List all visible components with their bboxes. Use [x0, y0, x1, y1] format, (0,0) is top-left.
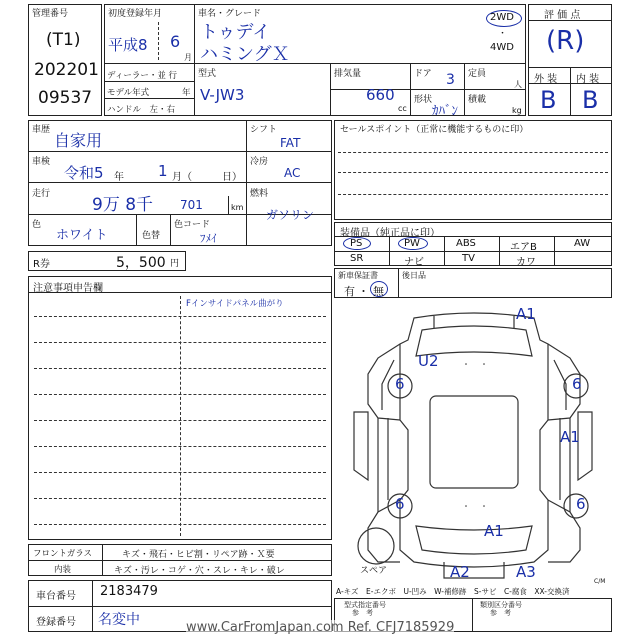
drive-2wd: 2WD [490, 12, 514, 23]
capacity-label: 定員 [468, 69, 487, 79]
warranty-sep: ・ [358, 285, 369, 298]
mileage-small: 701 [180, 198, 203, 212]
damage-mark-hood: A1 [516, 305, 536, 323]
damage-mark-left-front: U2 [418, 352, 439, 370]
reg-label: 登録番号 [36, 617, 76, 628]
drive-4wd: 4WD [490, 42, 514, 53]
damage-mark-right-side: A1 [560, 428, 580, 446]
handle-label: ハンドル 左・右 [107, 105, 176, 115]
shape-label: 形状 [414, 95, 433, 105]
legend-unit: C/M [594, 578, 606, 585]
mileage-value: 9万 8千 [92, 195, 154, 215]
history-label: 車歴 [32, 125, 51, 135]
interior-value: キズ・汚レ・コゲ・穴・スレ・キレ・破レ [114, 566, 285, 576]
repaint-label: 色替 [142, 231, 161, 241]
color-code-label: 色コード [174, 220, 211, 230]
inspection-month: 1 [158, 162, 168, 180]
drive-dot: ・ [498, 29, 508, 39]
int-value: B [582, 86, 599, 114]
damage-mark-rear-left: A2 [450, 563, 470, 581]
aircon-label: 冷房 [250, 157, 269, 167]
reg-value: 名変中 [98, 612, 140, 628]
inspection-era: 令和5 [64, 164, 104, 182]
reg-name-box [104, 4, 526, 116]
damage-mark-rear-right: A3 [516, 563, 536, 581]
model-year-label: モデル年式 [107, 88, 150, 98]
load-label: 積載 [468, 95, 487, 105]
history-value: 自家用 [54, 131, 103, 150]
type-label: 型式 [198, 69, 217, 79]
shift-label: シフト [250, 125, 278, 135]
damage-legend: A-キズ E-エクボ U-凹み W-補修跡 S-サビ C-腐食 XX-交換済 [336, 587, 570, 596]
recycle-label: R券 [33, 259, 50, 270]
color-value: ホワイト [56, 228, 108, 243]
interior-label: 内装 [54, 565, 72, 575]
mgmt-line2: 202201 [34, 60, 99, 80]
model-spec-ref: 参 考 [352, 609, 373, 617]
month-unit: 月 [184, 53, 192, 62]
equip-pw: PW [404, 238, 420, 249]
name-grade-label: 車名・グレード [198, 9, 262, 19]
cc-label: 排気量 [334, 69, 362, 79]
inspection-day-unit: 日） [222, 172, 242, 183]
mgmt-label: 管理番号 [32, 9, 69, 19]
model-spec-label: 型式指定番号 [344, 601, 386, 609]
mileage-unit: km [231, 203, 244, 212]
damage-mark-roof-rear: A1 [484, 522, 504, 540]
damage-mark-tyre-fl: 6 [395, 375, 405, 393]
score-label: 評 価 点 [544, 10, 581, 21]
score-value: (R) [546, 26, 585, 56]
fuel-label: 燃料 [250, 189, 269, 199]
equip-ps: PS [350, 238, 363, 249]
mileage-label: 走行 [32, 189, 51, 199]
front-glass-value: キズ・飛石・ヒビ割・リペア跡・Ｘ要 [122, 550, 275, 560]
chassis-value: 2183479 [100, 584, 158, 599]
chassis-label: 車台番号 [36, 591, 76, 602]
equip-tv: TV [462, 253, 475, 264]
damage-mark-tyre-fr: 6 [572, 375, 582, 393]
warranty-yes: 有 [344, 285, 355, 298]
color-label: 色 [32, 220, 42, 230]
notes-note: Fインサイドパネル曲がり [186, 299, 284, 309]
car-grade: ハミングＸ [200, 44, 290, 65]
shape-value: ｶﾊﾞﾝ [432, 104, 458, 119]
load-unit: kg [512, 106, 522, 115]
cc-value: 660 [366, 86, 395, 104]
sales-point-title: セールスポイント（正常に機能するものに印） [340, 125, 529, 135]
ext-label: 外 装 [534, 74, 558, 85]
int-label: 内 装 [576, 74, 600, 85]
aircon-value: AC [284, 166, 301, 180]
notes-title: 注意事項申告欄 [33, 283, 103, 294]
front-glass-label: フロントガラス [33, 549, 92, 559]
sales-point-box [334, 120, 612, 220]
damage-mark-tyre-rr: 6 [576, 495, 586, 513]
warranty-no: 無 [373, 285, 384, 298]
year-unit: 年 [182, 88, 191, 98]
type-value: V-JW3 [200, 86, 245, 104]
watermark: www.CarFromJapan.com Ref. CFJ7185929 [186, 620, 455, 635]
first-reg-era: 平成8 [108, 36, 148, 54]
equip-leather: カワ [516, 257, 536, 268]
inspection-month-unit: 月（ [172, 172, 192, 183]
first-reg-month: 6 [170, 32, 181, 51]
extra-label: 後日品 [402, 271, 426, 280]
warranty-label: 新車保証書 [338, 271, 378, 280]
capacity-unit: 人 [514, 80, 522, 89]
car-name: トゥデイ [200, 22, 271, 43]
dealer-label: ディーラー・並 行 [107, 71, 178, 81]
equip-sr: SR [350, 253, 364, 264]
equip-aw: AW [574, 238, 591, 249]
shift-value: FAT [280, 136, 301, 150]
fuel-value: ガソリン [266, 208, 315, 222]
recycle-unit: 円 [170, 259, 180, 269]
mgmt-line3: 09537 [38, 88, 93, 108]
equip-navi: ナビ [404, 257, 424, 268]
inspection-year-unit: 年 [114, 172, 124, 183]
equip-airbag: エアB [510, 242, 537, 253]
door-label: ドア [414, 69, 432, 79]
inspection-label: 車検 [32, 157, 51, 167]
first-reg-label: 初度登録年月 [108, 9, 163, 19]
color-code-value: ﾌﾒｲ [200, 232, 217, 245]
ext-value: B [540, 86, 557, 114]
class-label: 類別区分番号 [480, 601, 522, 609]
equipment-title: 装備品（純正品に印） [340, 228, 440, 239]
recycle-value: 5，500 [116, 255, 166, 271]
mgmt-line1: (T1) [46, 30, 81, 50]
equip-abs: ABS [456, 238, 476, 249]
door-value: 3 [446, 72, 455, 88]
class-ref: 参 考 [490, 609, 511, 617]
cc-unit: cc [398, 104, 407, 113]
spare-label: スペア [360, 566, 388, 576]
damage-mark-tyre-rl: 6 [395, 495, 405, 513]
